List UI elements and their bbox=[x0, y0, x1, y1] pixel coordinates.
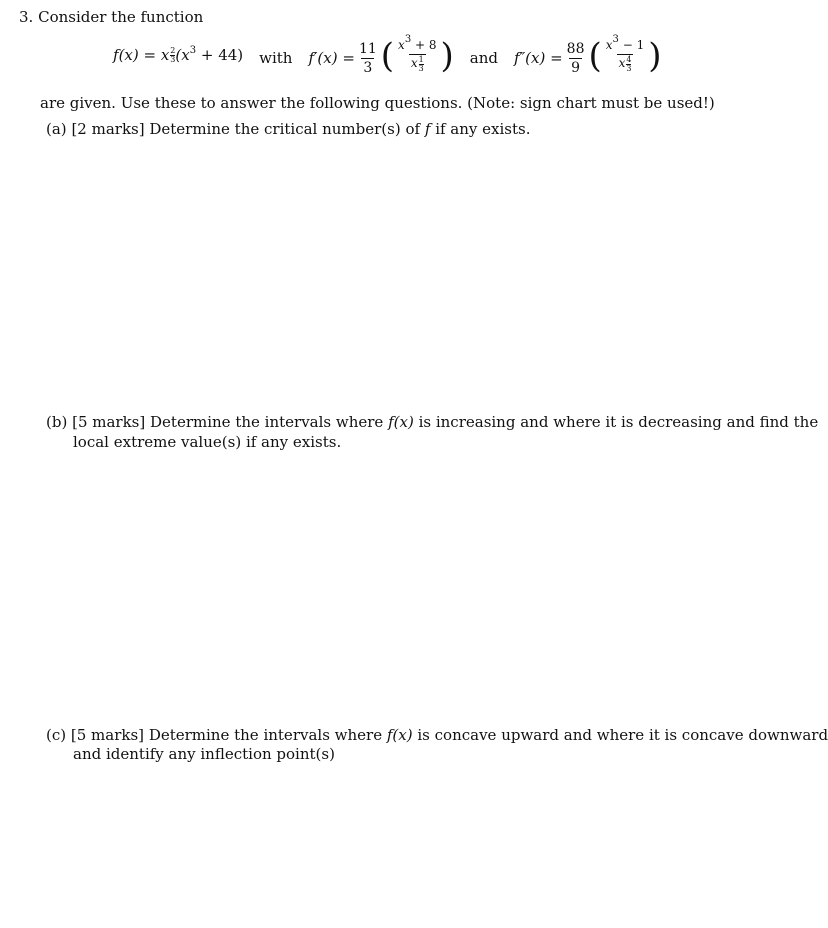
part-b-text-after: is increasing and where it is decreasing and find the bbox=[418, 413, 819, 431]
part-c-text-after: is concave upward and where it is concave downward bbox=[417, 726, 828, 744]
part-b-label: (b) bbox=[46, 413, 68, 431]
part-b bbox=[46, 413, 818, 431]
part-b-text: Determine the intervals where bbox=[150, 413, 384, 431]
part-b-marks: [5 marks] bbox=[72, 413, 146, 431]
f-definition: f(x) = x $\frac{2}{3}$ $(x^3 + 44)$ bbox=[113, 44, 244, 64]
part-c-marks: [5 marks] bbox=[70, 726, 145, 744]
part-a-label: (a) bbox=[46, 120, 67, 138]
left-paren: ( bbox=[588, 36, 602, 76]
f-prime-coefficient: $\frac{11}{3}$ bbox=[358, 40, 377, 76]
f-prime-definition: f′(x) = $\frac{11}{3}$ ( $x^3 + 8$ x $\frac{1}{3}$ ) bbox=[308, 33, 454, 76]
f-double-prime-coefficient: $\frac{88}{9}$ bbox=[566, 40, 585, 76]
formula-line bbox=[113, 34, 662, 82]
part-c-line2: and identify any inflection point(s) bbox=[73, 745, 335, 763]
with-word: with bbox=[259, 49, 293, 67]
f-double-prime-fraction: $x^3 - 1$ x $\frac{4}{3}$ bbox=[604, 39, 647, 78]
part-a bbox=[46, 120, 530, 138]
part-c bbox=[46, 726, 828, 744]
f-exponent: $\frac{2}{3}$ bbox=[170, 45, 176, 64]
part-b-line2: local extreme value(s) if any exists. bbox=[73, 433, 342, 451]
part-a-text: Determine the critical number(s) of bbox=[149, 120, 421, 138]
given-text: are given. Use these to answer the following questions. (Note: sign chart must be used!) bbox=[40, 94, 715, 112]
part-a-math: f bbox=[424, 120, 431, 138]
part-a-text-after: if any exists. bbox=[435, 120, 531, 138]
and-word: and bbox=[469, 49, 499, 67]
left-paren: ( bbox=[380, 36, 395, 76]
right-paren: ) bbox=[440, 36, 454, 76]
part-c-label: (c) bbox=[46, 726, 67, 744]
part-a-marks: [2 marks] bbox=[71, 120, 145, 138]
f-double-prime-definition: f″(x) = $\frac{88}{9}$ ( $x^3 - 1$ x $\frac{4}{3}$ ) bbox=[514, 33, 662, 76]
f-prime-fraction: $x^3 + 8$ x $\frac{1}{3}$ bbox=[396, 39, 439, 78]
problem-header bbox=[19, 8, 203, 26]
problem-intro: Consider the function bbox=[38, 8, 204, 26]
right-paren: ) bbox=[648, 36, 662, 76]
part-c-text: Determine the intervals where bbox=[148, 726, 383, 744]
part-c-math: f(x) bbox=[386, 726, 413, 744]
part-b-math: f(x) bbox=[388, 413, 414, 431]
problem-number: 3. bbox=[19, 8, 34, 26]
